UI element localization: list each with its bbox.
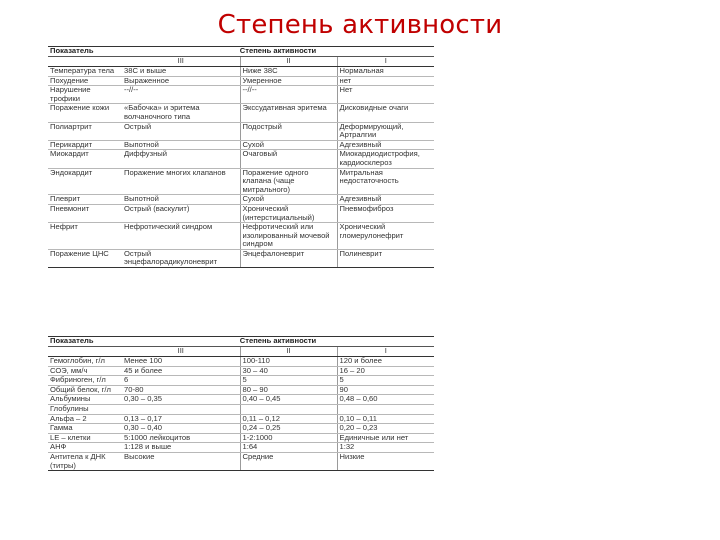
value-cell: Сухой [240, 140, 337, 150]
value-cell: 0,24 – 0,25 [240, 424, 337, 434]
table-row [48, 223, 434, 250]
value-cell: Экссудативная эритема [240, 104, 337, 122]
value-cell: Единичные или нет [337, 433, 434, 443]
value-cell: Ниже 38С [240, 67, 337, 77]
clinical-activity-table [48, 46, 434, 268]
indicator-cell: Нефрит [48, 223, 122, 250]
table-row [48, 249, 434, 267]
value-cell: Умеренное [240, 76, 337, 86]
value-cell: 0,11 – 0,12 [240, 414, 337, 424]
value-cell: Нефротический или изолированный мочевой синдром [240, 223, 337, 250]
value-cell: Поражение одного клапана (чаще митрального) [240, 168, 337, 195]
value-cell: 70-80 [122, 385, 240, 395]
indicator-cell: Антитела к ДНК (титры) [48, 452, 122, 470]
value-cell: Поражение многих клапанов [122, 168, 240, 195]
degree-header: III [122, 57, 240, 67]
lab-table [48, 336, 434, 471]
value-cell: Выпотной [122, 195, 240, 205]
value-cell: Средние [240, 452, 337, 470]
value-cell: Сухой [240, 195, 337, 205]
table-row [48, 195, 434, 205]
value-cell: Подострый [240, 122, 337, 140]
value-cell: 0,13 – 0,17 [122, 414, 240, 424]
value-cell: Энцефалоневрит [240, 249, 337, 267]
indicator-cell: Пневмонит [48, 204, 122, 222]
value-cell: 1-2:1000 [240, 433, 337, 443]
table-row [48, 395, 434, 405]
indicator-header: Показатель [48, 337, 122, 347]
table-row [48, 122, 434, 140]
degree-header: I [337, 347, 434, 357]
indicator-cell: Поражение кожи [48, 104, 122, 122]
value-cell: 45 и более [122, 366, 240, 376]
table-row [48, 67, 434, 77]
slide-title: Степень активности [217, 10, 503, 40]
table-row [48, 86, 434, 104]
indicator-cell: Гамма [48, 424, 122, 434]
value-cell: Полиневрит [337, 249, 434, 267]
value-cell: Низкие [337, 452, 434, 470]
value-cell: «Бабочка» и эритема волчаночного типа [122, 104, 240, 122]
lab-activity-table [48, 336, 434, 471]
value-cell: 0,30 – 0,35 [122, 395, 240, 405]
activity-header: Степень активности [122, 337, 434, 347]
table-row [48, 433, 434, 443]
indicator-cell: Альфа – 2 [48, 414, 122, 424]
table-row [48, 424, 434, 434]
table-row [48, 366, 434, 376]
value-cell: Хронический (интерстициальный) [240, 204, 337, 222]
value-cell: 5 [337, 376, 434, 386]
value-cell: 120 и более [337, 357, 434, 367]
value-cell: Митральная недостаточность [337, 168, 434, 195]
value-cell: 0,48 – 0,60 [337, 395, 434, 405]
table-row [48, 376, 434, 386]
value-cell: Нефротический синдром [122, 223, 240, 250]
table-row [48, 414, 434, 424]
value-cell: 6 [122, 376, 240, 386]
table-row [48, 140, 434, 150]
value-cell [240, 404, 337, 414]
indicator-cell: Гемоглобин, г/л [48, 357, 122, 367]
value-cell: Нормальная [337, 67, 434, 77]
value-cell: Нет [337, 86, 434, 104]
table-row [48, 443, 434, 453]
value-cell: Высокие [122, 452, 240, 470]
value-cell: --//-- [240, 86, 337, 104]
value-cell: нет [337, 76, 434, 86]
value-cell: 1:64 [240, 443, 337, 453]
value-cell: 0,20 – 0,23 [337, 424, 434, 434]
value-cell: 1:128 и выше [122, 443, 240, 453]
value-cell: 30 – 40 [240, 366, 337, 376]
degree-header: II [240, 347, 337, 357]
value-cell: Очаговый [240, 150, 337, 168]
indicator-header: Показатель [48, 47, 122, 57]
value-cell: Хронический гломерулонефрит [337, 223, 434, 250]
table-row [48, 385, 434, 395]
indicator-cell: Нарушение трофики [48, 86, 122, 104]
table-row [48, 150, 434, 168]
value-cell: Менее 100 [122, 357, 240, 367]
value-cell: 16 – 20 [337, 366, 434, 376]
indicator-cell: Альбумины [48, 395, 122, 405]
indicator-cell: Поражение ЦНС [48, 249, 122, 267]
value-cell: Миокардиодистрофия, кардиосклероз [337, 150, 434, 168]
indicator-cell: Общий белок, г/л [48, 385, 122, 395]
value-cell: 38С и выше [122, 67, 240, 77]
value-cell: Острый [122, 122, 240, 140]
indicator-cell: Эндокардит [48, 168, 122, 195]
indicator-cell: LE – клетки [48, 433, 122, 443]
value-cell: 90 [337, 385, 434, 395]
value-cell: Дисковидные очаги [337, 104, 434, 122]
table-row [48, 404, 434, 414]
value-cell: 80 – 90 [240, 385, 337, 395]
value-cell: Диффузный [122, 150, 240, 168]
indicator-cell: Глобулины [48, 404, 122, 414]
indicator-cell: АНФ [48, 443, 122, 453]
value-cell: 0,30 – 0,40 [122, 424, 240, 434]
degree-header: II [240, 57, 337, 67]
value-cell: 5 [240, 376, 337, 386]
table-row [48, 104, 434, 122]
value-cell: --//-- [122, 86, 240, 104]
degree-header: I [337, 57, 434, 67]
value-cell: Острый энцефалорадикулоневрит [122, 249, 240, 267]
indicator-cell: Похудение [48, 76, 122, 86]
value-cell: Деформирующий, Артралгии [337, 122, 434, 140]
value-cell [122, 404, 240, 414]
value-cell: 1:32 [337, 443, 434, 453]
value-cell: Адгезивный [337, 140, 434, 150]
value-cell: Выпотной [122, 140, 240, 150]
table-row [48, 204, 434, 222]
table-row [48, 357, 434, 367]
value-cell: 100-110 [240, 357, 337, 367]
value-cell: 5:1000 лейкоцитов [122, 433, 240, 443]
indicator-cell: СОЭ, мм/ч [48, 366, 122, 376]
degree-header: III [122, 347, 240, 357]
table-row [48, 168, 434, 195]
clinical-table [48, 46, 434, 268]
value-cell: Адгезивный [337, 195, 434, 205]
activity-header: Степень активности [122, 47, 434, 57]
table-row [48, 76, 434, 86]
indicator-cell: Плеврит [48, 195, 122, 205]
indicator-cell: Миокардит [48, 150, 122, 168]
indicator-cell: Фибриноген, г/л [48, 376, 122, 386]
value-cell: Острый (васкулит) [122, 204, 240, 222]
value-cell: 0,10 – 0,11 [337, 414, 434, 424]
value-cell: Выраженное [122, 76, 240, 86]
indicator-cell: Температура тела [48, 67, 122, 77]
value-cell: 0,40 – 0,45 [240, 395, 337, 405]
table-row [48, 452, 434, 470]
indicator-cell: Полиартрит [48, 122, 122, 140]
indicator-cell: Перикардит [48, 140, 122, 150]
value-cell [337, 404, 434, 414]
value-cell: Пневмофиброз [337, 204, 434, 222]
